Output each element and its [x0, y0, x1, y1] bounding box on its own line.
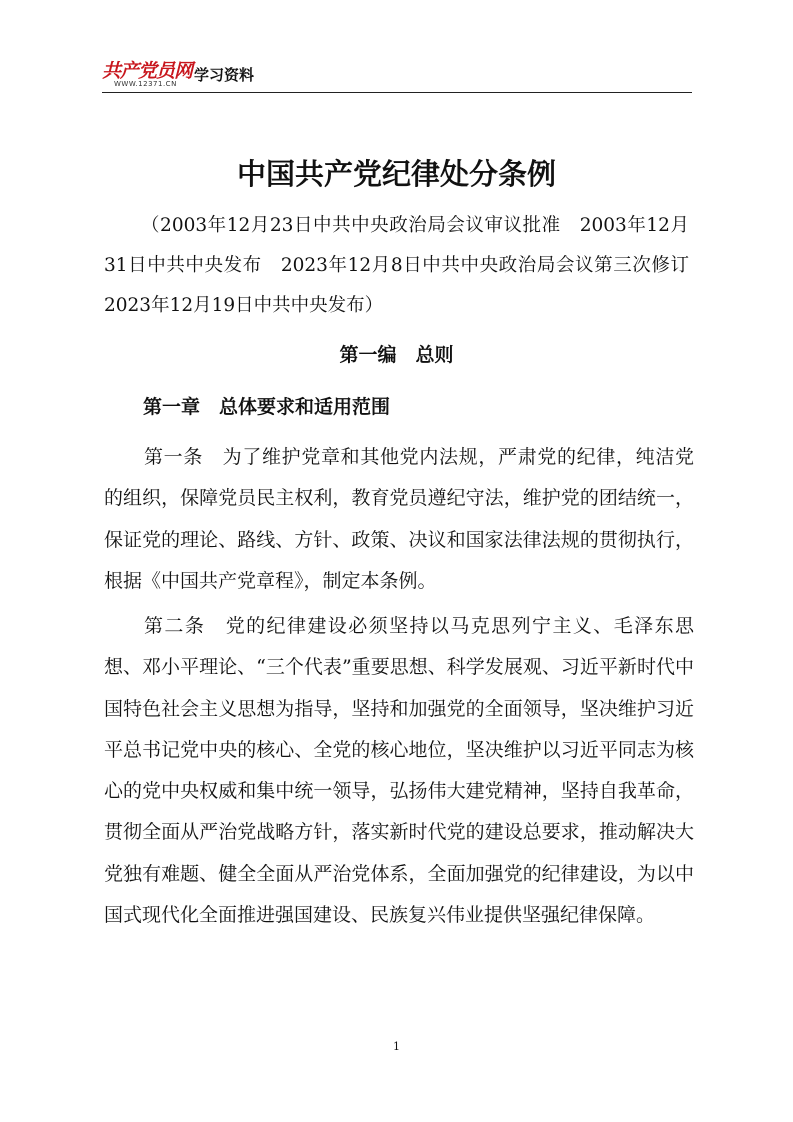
header-divider — [102, 92, 692, 93]
header-label: 学习资料 — [194, 66, 255, 84]
document-title: 中国共产党纪律处分条例 — [236, 157, 556, 191]
chapter-heading: 第一章 总体要求和适用范围 — [143, 396, 391, 418]
article-1: 第一条 为了维护党章和其他党内法规，严肃党的纪律，纯洁党的组织，保障党员民主权利，教育党员遵纪守法，维护党的团结统一，保证党的理论、路线、方针、政策、决议和国家法律法规的贯彻执行，根据《中国共产党章程》，制定本条例。 — [104, 446, 694, 592]
site-url: WWW.12371.CN — [114, 80, 177, 88]
page-header — [102, 56, 692, 96]
article-2: 第二条 党的纪律建设必须坚持以马克思列宁主义、毛泽东思想、邓小平理论、“三个代表”重要思想、科学发展观、习近平新时代中国特色社会主义思想为指导，坚持和加强党的全面领导，坚决维护习近平总书记党中央的核心、全党的核心地位，坚决维护以习近平同志为核心的党中央权威和集中统一领导，弘扬伟大建党精神，坚持自我革命，贯彻全面从严治党战略方针，落实新时代党的建设总要求，推动解决大党独有难题、健全全面从严治党体系，全面加强党的纪律建设，为以中国式现代化全面推进强国建设、民族复兴伟业提供坚强纪律保障。 — [104, 615, 694, 927]
document-subtitle: （2003年12月23日中共中央政治局会议审议批准 2003年12月31日中共中央发布 2023年12月8日中共中央政治局会议第三次修订 2023年12月19日中共中央发布） — [104, 215, 708, 316]
part-heading: 第一编 总则 — [339, 344, 454, 366]
page-number: 1 — [393, 1040, 400, 1053]
site-logo[interactable]: 共产党员网 — [102, 60, 193, 82]
